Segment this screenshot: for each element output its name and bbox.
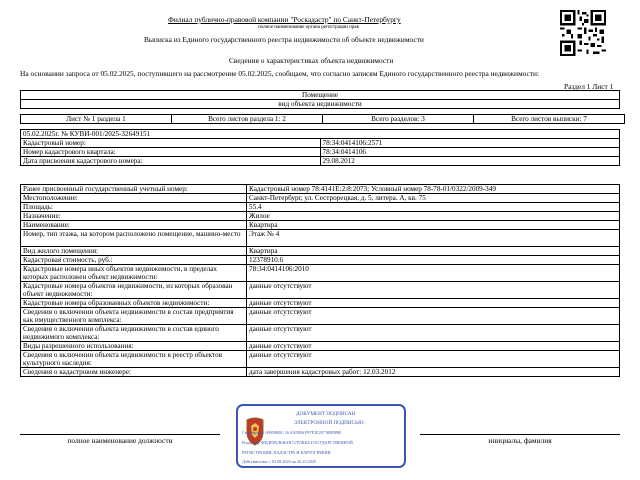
row-value: данные отсутствуют xyxy=(247,308,620,325)
row-value: данные отсутствуют xyxy=(247,342,620,351)
row-label: Виды разрешенного использования: xyxy=(21,342,247,351)
intro-text: На основании запроса от 05.02.2025, поступившего на рассмотрение 05.02.2025, сообщаем, что согласно записям Единого государственного реестра недвижимости: xyxy=(20,69,540,78)
characteristics-table xyxy=(20,184,620,377)
object-type-table xyxy=(20,90,620,109)
electronic-signature-stamp xyxy=(236,404,406,468)
row-label: Сведения о кадастровом инженере: xyxy=(21,368,247,377)
stamp-certificate: Сертификат: 00959B0C 16 A925B6 F97E1E257 9BFB9B xyxy=(242,430,341,435)
document-number: 05.02.2025г. № КУВИ-001/2025-32649151 xyxy=(21,130,620,139)
org-note: полное наименование органа регистрации прав xyxy=(258,25,359,30)
row-value: дата завершения кадастровых работ: 12.03.2012 xyxy=(247,368,620,377)
row-value: Жилое xyxy=(247,212,620,221)
row-label: Сведения о включении объекта недвижимости в реестр объектов культурного наследия: xyxy=(21,351,247,368)
row-label: Номер, тип этажа, на котором расположено помещение, машино-место xyxy=(21,230,247,247)
document-subtitle: Сведения о характеристиках объекта недвижимости xyxy=(229,56,394,65)
row-label: Местоположение: xyxy=(21,194,247,203)
row-label: Площадь: xyxy=(21,203,247,212)
total-sections: Всего разделов: 3 xyxy=(323,115,474,124)
row-label: Номер кадастрового квартала: xyxy=(21,148,321,157)
row-value: Квартира xyxy=(247,221,620,230)
total-sheets-section: Всего листов раздела 1: 2 xyxy=(172,115,323,124)
row-label: Назначение: xyxy=(21,212,247,221)
document-title: Выписка из Единого государственного реестра недвижимости об объекте недвижимости xyxy=(144,35,424,44)
row-value: 78:34:0414106 xyxy=(320,148,620,157)
row-label: Кадастровые номера иных объектов недвижимости, в пределах которых расположен объект недвижимости: xyxy=(21,265,247,282)
row-value: данные отсутствуют xyxy=(247,351,620,368)
name-caption: инициалы, фамилия xyxy=(488,436,552,445)
row-value: Санкт-Петербург, ул. Сестрорецкая, д. 5, литера. А, кв. 75 xyxy=(247,194,620,203)
row-label: Дата присвоения кадастрового номера: xyxy=(21,157,321,166)
stamp-validity: Действителен: с 02.08.2024 по 26.10.2025 xyxy=(242,459,317,464)
row-label: Сведения о включении объекта недвижимости в состав единого недвижимого комплекса: xyxy=(21,325,247,342)
row-label: Кадастровый номер: xyxy=(21,139,321,148)
row-label: Наименование: xyxy=(21,221,247,230)
qr-code xyxy=(560,10,606,56)
row-label: Кадастровая стоимость, руб.: xyxy=(21,256,247,265)
row-value: данные отсутствуют xyxy=(247,299,620,308)
row-value: 12378910.6 xyxy=(247,256,620,265)
section-reference: Раздел 1 Лист 1 xyxy=(564,82,614,91)
stamp-line1: ДОКУМЕНТ ПОДПИСАН xyxy=(296,411,356,417)
sheet-number: Лист № 1 раздела 1 xyxy=(21,115,172,124)
sheet-info-table xyxy=(20,114,625,124)
org-name: Филиал публично-правовой компании "Роскадастр" по Санкт-Петербургу xyxy=(168,15,401,24)
total-sheets: Всего листов выписки: 7 xyxy=(474,115,625,124)
object-type-note: вид объекта недвижимости xyxy=(21,100,620,109)
row-value: данные отсутствуют xyxy=(247,282,620,299)
row-value: Кадастровый номер 78:4141Е:2:8:2073; Условный номер 78-78-01/0322/2009-349 xyxy=(247,185,620,194)
row-value: 55.4 xyxy=(247,203,620,212)
name-line xyxy=(420,434,620,435)
stamp-line2: ЭЛЕКТРОННОЙ ПОДПИСЬЮ xyxy=(294,420,364,426)
stamp-owner: Владелец: ФЕДЕРАЛЬНАЯ СЛУЖБА ГОСУДАРСТВЕННОЙ xyxy=(242,440,353,445)
row-label: Вид жилого помещения: xyxy=(21,247,247,256)
cadastral-basic-table xyxy=(20,129,620,166)
row-label: Сведения о включении объекта недвижимости в состав предприятия как имущественного комплекса: xyxy=(21,308,247,325)
position-line xyxy=(20,434,220,435)
row-value: 78:34:0414106:2571 xyxy=(320,139,620,148)
row-value: 29.08.2012 xyxy=(320,157,620,166)
row-value: Этаж № 4 xyxy=(247,230,620,247)
row-label: Кадастровые номера объектов недвижимости, из которых образован объект недвижимости: xyxy=(21,282,247,299)
object-type: Помещение xyxy=(21,91,620,100)
position-caption: полное наименование должности xyxy=(67,436,173,445)
row-label: Кадастровые номера образованных объектов недвижимости: xyxy=(21,299,247,308)
stamp-owner-2: РЕГИСТРАЦИИ, КАДАСТРА И КАРТОГРАФИИ xyxy=(242,450,331,455)
row-value: Квартира xyxy=(247,247,620,256)
row-value: данные отсутствуют xyxy=(247,325,620,342)
row-label: Ранее присвоенный государственный учетный номер: xyxy=(21,185,247,194)
row-value: 78:34:0414106:2010 xyxy=(247,265,620,282)
